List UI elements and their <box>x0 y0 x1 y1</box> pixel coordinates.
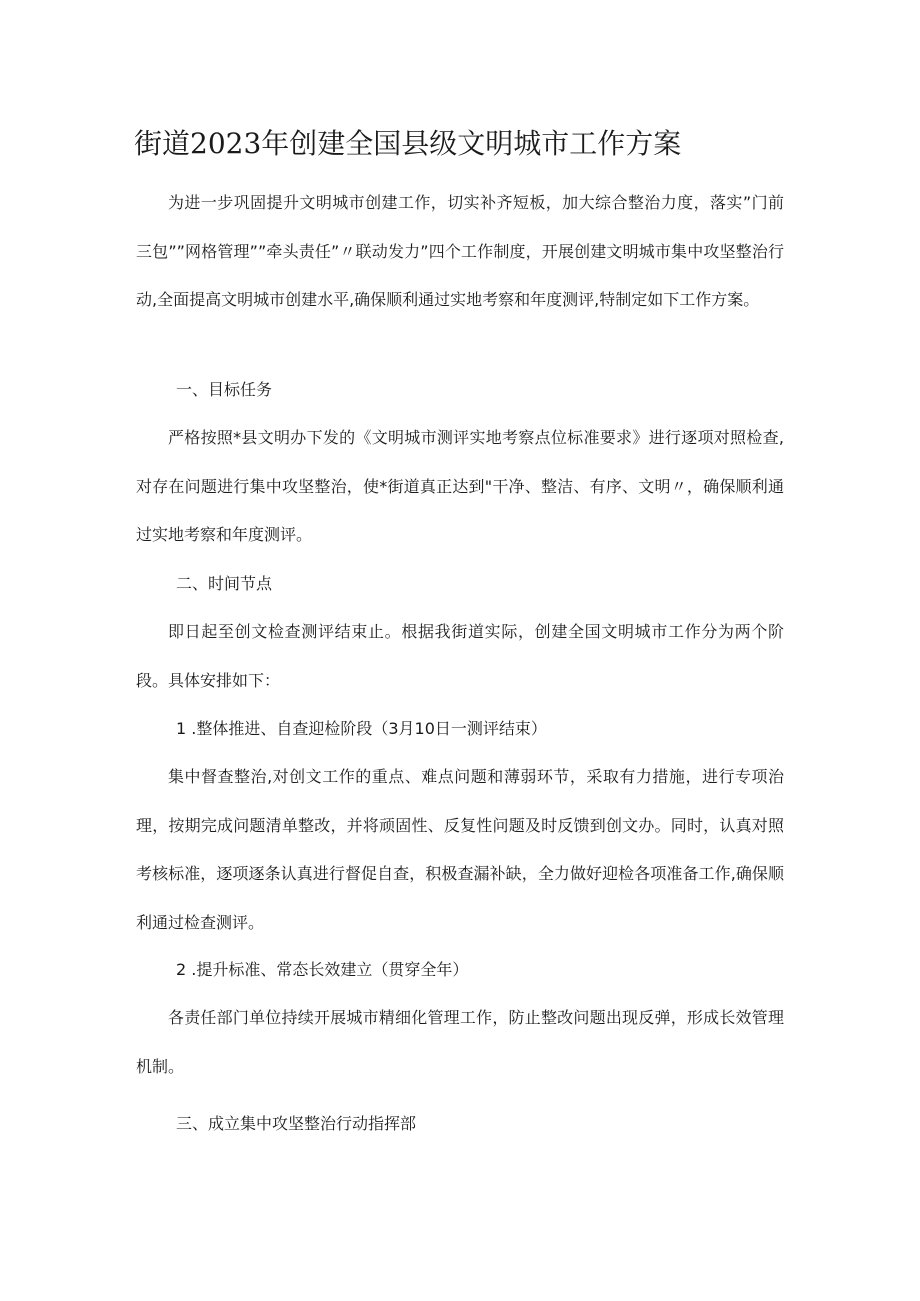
section-body-timeline: 即日起至创文检查测评结束止。根据我街道实际，创建全国文明城市工作分为两个阶段。具体安排如下： <box>136 622 784 690</box>
section-heading-goals: 一、目标任务 <box>176 380 273 399</box>
stage2-body: 各责任部门单位持续开展城市精细化管理工作，防止整改问题出现反弹，形成长效管理机制。 <box>136 1008 784 1076</box>
section-heading-command: 三、成立集中攻坚整治行动指挥部 <box>176 1114 417 1133</box>
stage2-heading: 2 .提升标准、常态长效建立（贯穿全年） <box>176 960 469 979</box>
stage1-body: 集中督查整治,对创文工作的重点、难点问题和薄弱环节，采取有力措施，进行专项治理，按期完成问题清单整改，并将顽固性、反复性问题及时反馈到创文办。同时，认真对照考核标准，逐项逐条认真进行督促自查，积极查漏补缺，全力做好迎检各项准备工作,确保顺利通过检查测评。 <box>136 767 784 932</box>
section-body-goals: 严格按照*县文明办下发的《文明城市测评实地考察点位标准要求》进行逐项对照检查,对存在问题进行集中攻坚整治，使*街道真正达到"干净、整洁、有序、文明〃，确保顺利通过实地考察和年度测评。 <box>136 428 784 544</box>
intro-paragraph: 为进一步巩固提升文明城市创建工作，切实补齐短板，加大综合整治力度，落实”门前三包””网格管理””牵头责任”〃联动发力”四个工作制度，开展创建文明城市集中攻坚整治行动,全面提高文明城市创建水平,确保顺利通过实地考察和年度测评,特制定如下工作方案。 <box>136 193 784 309</box>
section-heading-timeline: 二、时间节点 <box>176 574 273 593</box>
document-title: 街道2023年创建全国县级文明城市工作方案 <box>134 127 682 160</box>
stage1-heading: 1 .整体推进、自查迎检阶段（3月10日一测评结束） <box>176 719 547 738</box>
